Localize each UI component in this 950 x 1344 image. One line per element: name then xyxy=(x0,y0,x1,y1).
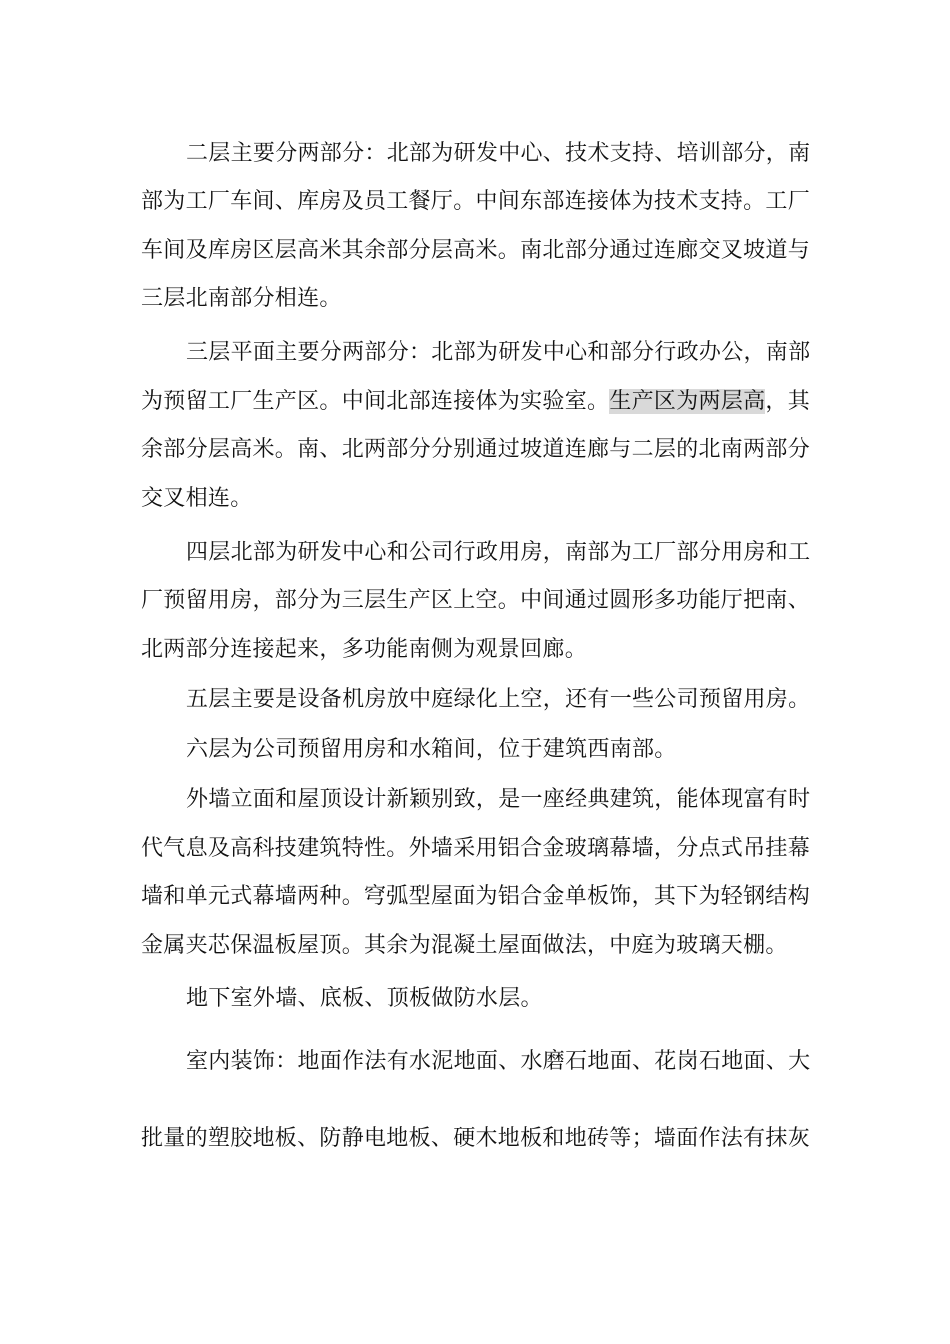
paragraph-line: 金属夹芯保温板屋顶。其余为混凝土屋面做法，中庭为玻璃天棚。 xyxy=(141,933,788,958)
text-run: ，其 xyxy=(765,389,811,414)
paragraph-line: 三层北南部分相连。 xyxy=(141,286,342,311)
paragraph-line: 六层为公司预留用房和水箱间，位于建筑西南部。 xyxy=(186,737,677,762)
paragraph-line: 北两部分连接起来，多功能南侧为观景回廊。 xyxy=(141,637,588,662)
paragraph-line: 地下室外墙、底板、顶板做防水层。 xyxy=(186,986,543,1011)
paragraph-line: 二层主要分两部分：北部为研发中心、技术支持、培训部分，南 xyxy=(186,141,811,166)
paragraph-line-with-highlight xyxy=(141,389,831,415)
text-run: 为预留工厂生产区。中间北部连接体为实验室。 xyxy=(141,389,610,414)
paragraph-line: 余部分层高米。南、北两部分分别通过坡道连廊与二层的北南两部分 xyxy=(141,437,811,462)
paragraph-line: 外墙立面和屋顶设计新颖别致，是一座经典建筑，能体现富有时 xyxy=(186,787,811,812)
paragraph-line: 代气息及高科技建筑特性。外墙采用铝合金玻璃幕墙，分点式吊挂幕 xyxy=(141,836,811,861)
paragraph-line: 厂预留用房，部分为三层生产区上空。中间通过圆形多功能厅把南、 xyxy=(141,588,811,613)
paragraph-line: 室内装饰：地面作法有水泥地面、水磨石地面、花岗石地面、大 xyxy=(186,1049,811,1074)
paragraph-line: 四层北部为研发中心和公司行政用房，南部为工厂部分用房和工 xyxy=(186,540,811,565)
paragraph-line: 墙和单元式幕墙两种。穹弧型屋面为铝合金单板饰，其下为轻钢结构 xyxy=(141,884,811,909)
paragraph-line: 批量的塑胶地板、防静电地板、硬木地板和地砖等；墙面作法有抹灰 xyxy=(141,1126,811,1151)
paragraph-line: 三层平面主要分两部分：北部为研发中心和部分行政办公，南部 xyxy=(186,340,811,365)
paragraph-line: 五层主要是设备机房放中庭绿化上空，还有一些公司预留用房。 xyxy=(186,687,811,712)
highlighted-text: 生产区为两层高 xyxy=(609,389,766,414)
paragraph-line: 车间及库房区层高米其余部分层高米。南北部分通过连廊交叉坡道与 xyxy=(141,238,811,263)
paragraph-line: 交叉相连。 xyxy=(141,486,253,511)
paragraph-line: 部为工厂车间、库房及员工餐厅。中间东部连接体为技术支持。工厂 xyxy=(141,189,811,214)
